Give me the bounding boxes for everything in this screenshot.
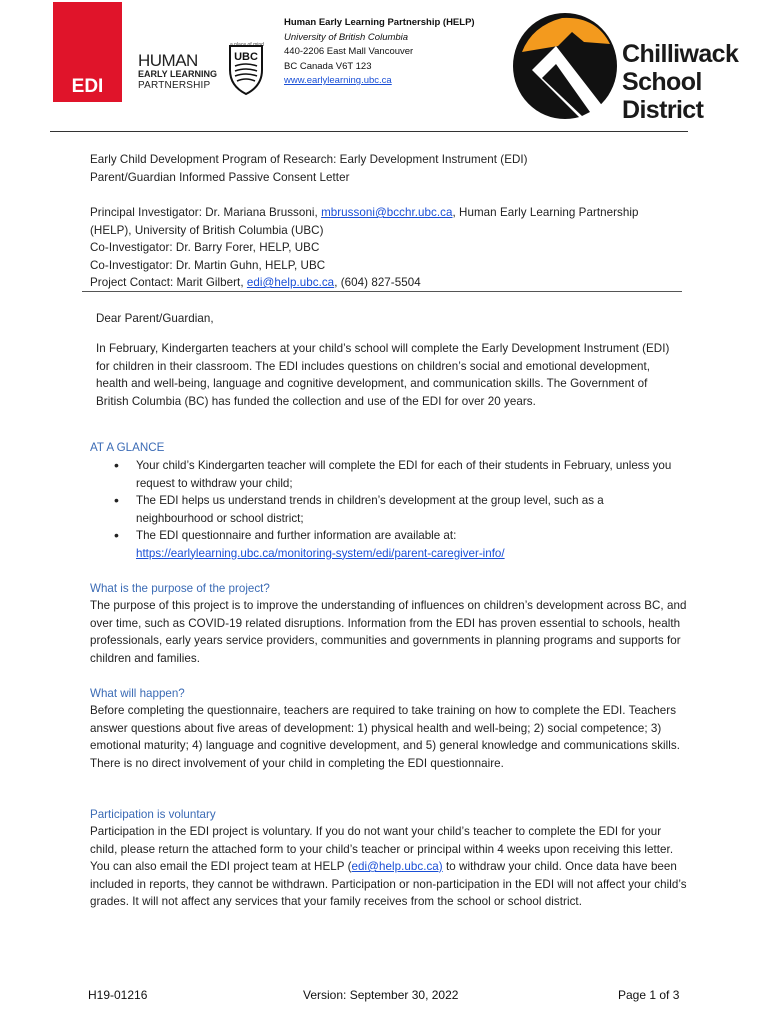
pi-email-link[interactable]: mbrussoni@bcchr.ubc.ca <box>321 206 453 219</box>
school-district-line1: Chilliwack <box>622 40 739 68</box>
withdraw-email-link[interactable]: edi@help.ubc.ca) <box>351 860 443 873</box>
help-logo-line1: HUMAN <box>138 51 198 70</box>
what-happens-heading: What will happen? <box>90 687 185 700</box>
school-district-name <box>622 40 770 124</box>
help-logo-line2: EARLY LEARNING <box>138 69 218 79</box>
letter-title: Parent/Guardian Informed Passive Consent Letter <box>90 170 350 184</box>
document-id: H19-01216 <box>88 988 148 1002</box>
university-name: University of British Columbia <box>284 31 409 43</box>
school-district-line2: School District <box>622 68 704 124</box>
help-logo <box>138 52 218 96</box>
what-happens-paragraph: Before completing the questionnaire, teachers are required to take training on how to complete the EDI. Teachers answer questions about five areas of development: 1) physical health and well-being; 2) social competence; 3) emotional maturity; 4) language and cognitive development, and 5) general knowledge and communications skills. There is no direct involvement of your child in completing the EDI questionnaire. <box>90 704 681 770</box>
edi-logo <box>53 2 122 102</box>
section-divider <box>82 291 682 292</box>
purpose-heading: What is the purpose of the project? <box>90 582 270 595</box>
co-investigator-2: Co-Investigator: Dr. Martin Guhn, HELP, UBC <box>90 258 326 272</box>
at-a-glance-list <box>110 457 680 562</box>
list-item: • Your child’s Kindergarten teacher will complete the EDI for each of their students in February, unless you request to withdraw your child; <box>110 457 680 492</box>
help-address-block <box>284 16 475 89</box>
program-title: Early Child Development Program of Research: Early Development Instrument (EDI) <box>90 153 528 166</box>
contact-email-link[interactable]: edi@help.ubc.ca <box>246 276 335 289</box>
project-contact: Project Contact: Marit Gilbert, edi@help.ubc.ca, (604) 827-5504 <box>90 276 421 289</box>
page-number: Page 1 of 3 <box>618 988 680 1002</box>
co-investigator-1: Co-Investigator: Dr. Barry Forer, HELP, UBC <box>90 241 320 254</box>
chilliwack-mountain-icon <box>512 12 618 120</box>
principal-investigator: Principal Investigator: Dr. Mariana Brussoni, mbrussoni@bcchr.ubc.ca, Human Early Learning Partnership <box>90 206 639 219</box>
intro-paragraph: In February, Kindergarten teachers at your child’s school will complete the Early Development Instrument (EDI) for children in their classroom. The EDI includes questions on children’s social and emotional development, health and well-being, language and cognitive development, and communication skills. The Government of British Columbia (BC) has funded the collection and use of the EDI for over 20 years. <box>96 342 670 408</box>
purpose-paragraph: The purpose of this project is to improve the understanding of influences on children’s development across BC, and over time, such as COVID-19 related disruptions. Information from the EDI has proven essential to schools, health professionals, early years service providers, communities and governments in planning programs and supports for children and families. <box>90 599 687 665</box>
at-a-glance-heading: AT A GLANCE <box>90 441 165 454</box>
salutation: Dear Parent/Guardian, <box>96 312 214 325</box>
edi-logo-text: EDI <box>71 76 104 97</box>
list-item: • The EDI questionnaire and further information are available at: https://earlylearning.ubc.ca/monitoring-system/edi/parent-caregiver-info/ <box>110 527 680 562</box>
help-org-name: Human Early Learning Partnership (HELP) <box>284 17 475 28</box>
voluntary-heading: Participation is voluntary <box>90 808 216 821</box>
version-date: Version: September 30, 2022 <box>303 988 459 1002</box>
help-logo-line3: PARTNERSHIP <box>138 80 211 91</box>
help-website-link[interactable]: www.earlylearning.ubc.ca <box>284 75 392 86</box>
principal-investigator-line2: (HELP), University of British Columbia (UBC) <box>90 223 324 237</box>
ubc-logo-text: UBC <box>234 51 258 63</box>
list-item: • The EDI helps us understand trends in children’s development at the group level, such as a neighbourhood or school district; <box>110 492 680 527</box>
city-address: BC Canada V6T 123 <box>284 60 372 72</box>
ubc-crest-icon <box>226 40 266 96</box>
voluntary-paragraph: Participation in the EDI project is voluntary. If you do not want your child’s teacher to complete the EDI for your child, please return the attached form to your child’s teacher or principal within 4 weeks upon receiving this letter. You can also email the EDI project team at HELP (edi@help.ubc.ca) to withdraw your child. Once data have been included in reports, they cannot be withdrawn. Participation or non-participation in the EDI will not affect your child’s grades. It will not affect any services that your family receives from the school or school district. <box>90 825 687 908</box>
title-block <box>90 151 700 186</box>
parent-info-link[interactable]: https://earlylearning.ubc.ca/monitoring-system/edi/parent-caregiver-info/ <box>136 546 505 560</box>
street-address: 440-2206 East Mall Vancouver <box>284 46 414 57</box>
header-divider <box>50 131 688 132</box>
investigators-block <box>90 204 700 292</box>
